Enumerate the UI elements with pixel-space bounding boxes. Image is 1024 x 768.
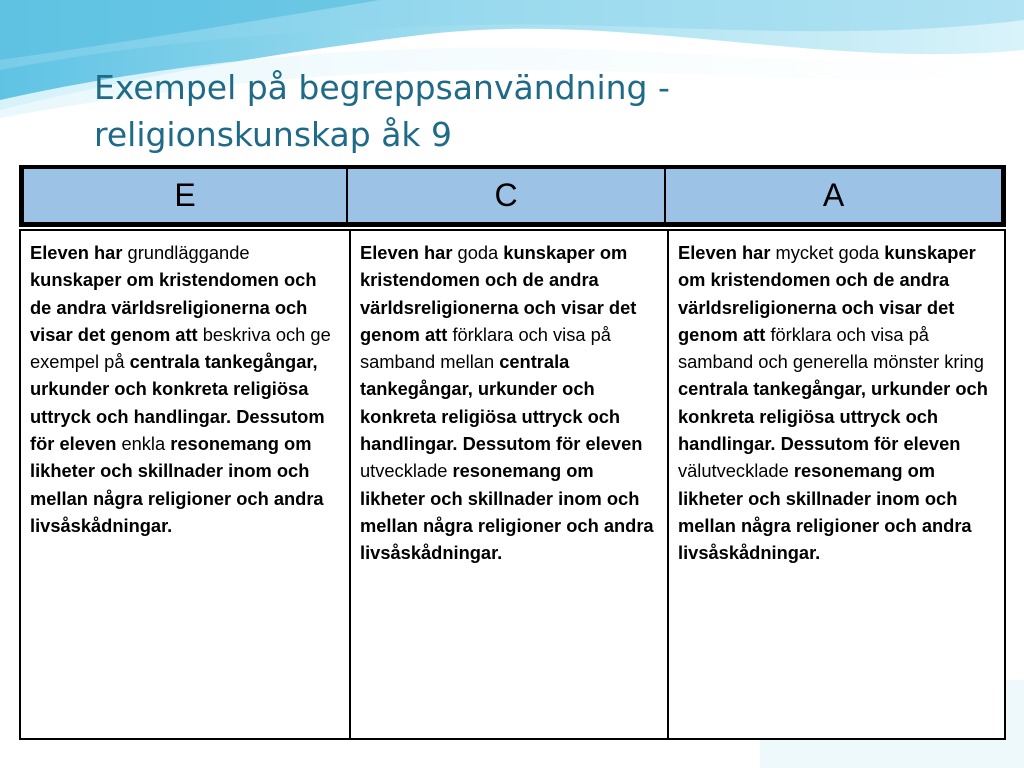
- title-line-1: Exempel på begreppsanvändning -: [94, 68, 670, 107]
- criteria-table: [19, 229, 1006, 740]
- text-segment: goda: [452, 242, 504, 263]
- text-segment: resonemang om likheter och skillnader inom och mellan några religioner och andra livsåskådningar.: [30, 433, 324, 536]
- page-title: [94, 64, 994, 158]
- criteria-text-c: [360, 239, 658, 567]
- text-segment: kunskaper om kristendomen och de andra världsreligionerna och visar det genom att: [360, 242, 637, 345]
- title-line-2: religionskunskap åk 9: [94, 115, 453, 154]
- text-segment: utvecklade: [360, 460, 453, 482]
- text-segment: resonemang om likheter och skillnader inom och mellan några religioner och andra livsåskådningar.: [360, 460, 654, 564]
- grade-header-row: [19, 165, 1006, 227]
- grade-header-a: A: [666, 169, 1001, 222]
- criteria-cell-a: [667, 231, 1004, 738]
- text-segment: grundläggande: [122, 242, 250, 263]
- text-segment: resonemang om likheter och skillnader inom och mellan några religioner och andra livsåskådningar.: [678, 460, 972, 564]
- text-segment: beskriva och ge exempel på: [30, 323, 331, 373]
- criteria-cell-e: [21, 231, 349, 738]
- text-segment: mycket goda: [770, 242, 885, 263]
- criteria-text-e: [30, 239, 340, 539]
- text-segment: kunskaper om kristendomen och de andra världsreligionerna och visar det genom att: [678, 242, 976, 345]
- text-segment: kunskaper om kristendomen och de andra världsreligionerna och visar det genom att: [30, 269, 317, 345]
- text-segment: förklara och visa på samband och generella mönster kring: [678, 323, 984, 373]
- text-segment: centrala tankegångar, urkunder och konkreta religiösa uttryck och handlingar. Dessutom för eleven: [678, 378, 988, 455]
- text-segment: centrala tankegångar, urkunder och konkreta religiösa uttryck och handlingar. Dessutom för eleven: [30, 351, 325, 455]
- criteria-cell-c: [349, 231, 667, 738]
- grade-header-e: E: [24, 169, 346, 222]
- text-segment: Eleven har: [30, 242, 123, 263]
- text-segment: välutvecklade: [678, 460, 794, 482]
- grade-header-c: C: [348, 169, 664, 222]
- text-segment: enkla: [116, 433, 171, 455]
- text-segment: förklara och visa på samband mellan: [360, 323, 611, 373]
- criteria-text-a: [678, 239, 995, 567]
- text-segment: Eleven har: [360, 242, 453, 263]
- text-segment: centrala tankegångar, urkunder och konkreta religiösa uttryck och handlingar. Dessutom för eleven: [360, 351, 643, 455]
- text-segment: Eleven har: [678, 242, 771, 263]
